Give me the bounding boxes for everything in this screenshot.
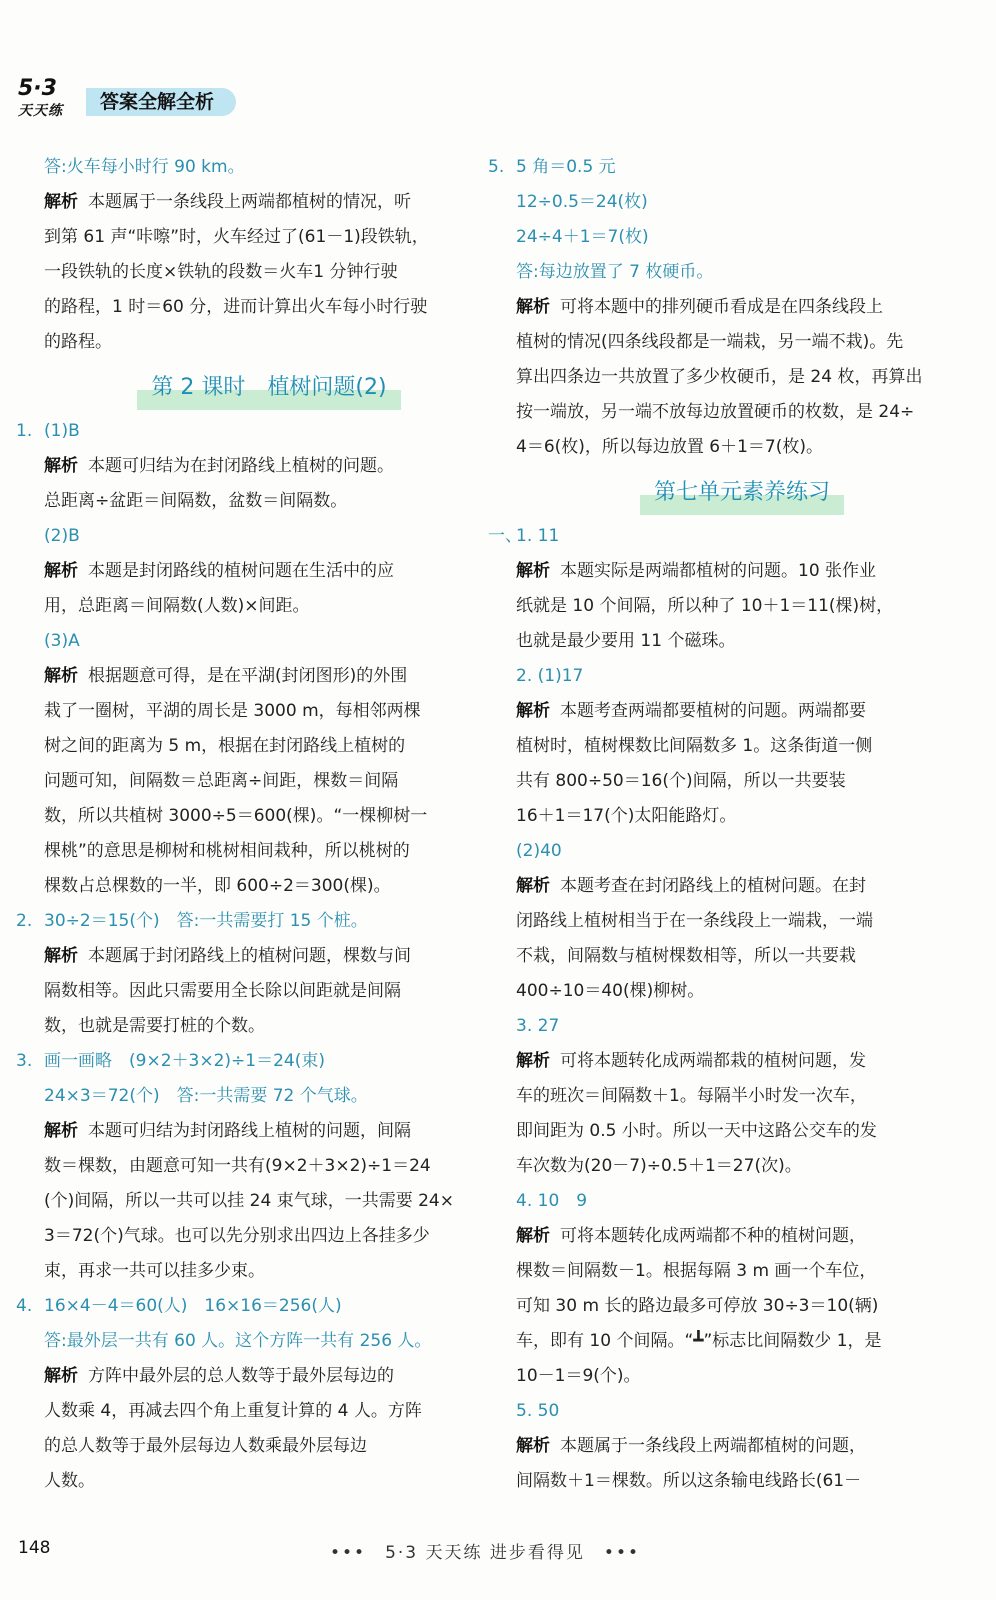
answer-text: (2)B — [44, 526, 80, 546]
text-line — [44, 869, 494, 904]
analysis-text: 数，也就是需要打桩的个数。 — [44, 1016, 265, 1036]
analysis-text: 即间距为 0.5 小时。所以一天中这路公交车的发 — [516, 1121, 877, 1141]
text-line — [44, 1429, 494, 1464]
text-line — [516, 360, 968, 395]
analysis-text: 本题属于一条线段上两端都植树的情况，听 — [88, 192, 411, 212]
analysis-text: 束，再求一共可以挂多少束。 — [44, 1261, 265, 1281]
analysis-text: 本题属于封闭路线上的植树问题，棵数与间 — [88, 946, 411, 966]
section-heading — [44, 366, 494, 410]
text-line — [44, 1359, 494, 1394]
answer-text: 2. (1)17 — [516, 666, 584, 686]
analysis-tag: 解析 — [516, 297, 550, 317]
text-line — [516, 1079, 968, 1114]
analysis-tag: 解析 — [44, 561, 78, 581]
answer-text: 5 角＝0.5 元 — [516, 157, 616, 177]
text-line — [44, 1324, 494, 1359]
analysis-text: 闭路线上植树相当于在一条线段上一端栽，一端 — [516, 911, 873, 931]
text-line — [516, 1289, 968, 1324]
text-line — [516, 430, 968, 465]
analysis-text: 的路程，1 时＝60 分，进而计算出火车每小时行驶 — [44, 297, 428, 317]
analysis-text: 隔数相等。因此只需要用全长除以间距就是间隔 — [44, 981, 401, 1001]
header-title: 答案全解全析 — [86, 88, 236, 116]
answer-text: 24÷4＋1＝7(枚) — [516, 227, 649, 247]
analysis-text: (个)间隔，所以一共可以挂 24 束气球，一共需要 24× — [44, 1191, 454, 1211]
text-line — [488, 150, 968, 185]
answer-text: 5. 50 — [516, 1401, 560, 1421]
analysis-text: 本题可归结为在封闭路线上植树的问题。 — [88, 456, 394, 476]
text-line — [516, 255, 968, 290]
analysis-tag: 解析 — [44, 456, 78, 476]
analysis-text: 植树的情况(四条线段都是一端栽，另一端不栽)。先 — [516, 332, 904, 352]
question-number: 3. — [16, 1051, 33, 1071]
page-number: 148 — [18, 1538, 51, 1558]
analysis-text: 也就是最少要用 11 个磁珠。 — [516, 631, 736, 651]
analysis-text: 栽了一圈树，平湖的周长是 3000 m，每相邻两棵 — [44, 701, 421, 721]
text-line — [44, 220, 494, 255]
analysis-tag: 解析 — [44, 666, 78, 686]
answer-text: 3. 27 — [516, 1016, 560, 1036]
section-heading-text: 第七单元素养练习 — [640, 471, 844, 515]
analysis-tag: 解析 — [44, 946, 78, 966]
text-line — [516, 1044, 968, 1079]
answer-text: 画一画略 (9×2＋3×2)÷1＝24(束) — [44, 1051, 325, 1071]
question-number: 2. — [16, 911, 33, 931]
answer-text: 30÷2＝15(个) 答:一共需要打 15 个桩。 — [44, 911, 368, 931]
text-line — [16, 904, 494, 939]
analysis-text: 的总人数等于最外层每边人数乘最外层每边 — [44, 1436, 367, 1456]
text-line — [44, 939, 494, 974]
section-heading-text: 第 2 课时 植树问题(2) — [137, 366, 400, 410]
analysis-tag: 解析 — [516, 876, 550, 896]
analysis-text: 400÷10＝40(棵)柳树。 — [516, 981, 705, 1001]
analysis-text: 16＋1＝17(个)太阳能路灯。 — [516, 806, 737, 826]
analysis-text: 可知 30 m 长的路边最多可停放 30÷3＝10(辆) — [516, 1296, 879, 1316]
answer-text: (1)B — [44, 421, 80, 441]
analysis-text: 车，即有 10 个间隔。“┻”标志比间隔数少 1，是 — [516, 1331, 882, 1351]
text-line — [16, 414, 494, 449]
analysis-text: 人数。 — [44, 1471, 95, 1491]
text-line — [516, 589, 968, 624]
text-line — [516, 904, 968, 939]
text-line — [516, 1359, 968, 1394]
text-line — [44, 1184, 494, 1219]
text-line — [44, 185, 494, 220]
text-line — [44, 255, 494, 290]
text-line — [516, 694, 968, 729]
text-line — [44, 290, 494, 325]
question-number: 4. — [16, 1296, 33, 1316]
analysis-text: 树之间的距离为 5 m，根据在封闭路线上植树的 — [44, 736, 406, 756]
logo-subtext: 天天练 — [18, 103, 63, 119]
text-line — [16, 1044, 494, 1079]
analysis-text: 的路程。 — [44, 332, 112, 352]
analysis-tag: 解析 — [516, 1436, 550, 1456]
analysis-text: 10－1＝9(个)。 — [516, 1366, 641, 1386]
text-line — [516, 290, 968, 325]
text-line — [516, 1219, 968, 1254]
text-line — [44, 799, 494, 834]
analysis-tag: 解析 — [516, 561, 550, 581]
analysis-text: 本题考查在封闭路线上的植树问题。在封 — [560, 876, 866, 896]
analysis-text: 纸就是 10 个间隔，所以种了 10＋1＝11(棵)树， — [516, 596, 894, 616]
analysis-text: 到第 61 声“咔嚓”时，火车经过了(61－1)段铁轨， — [44, 227, 429, 247]
text-line — [44, 694, 494, 729]
text-line — [516, 185, 968, 220]
analysis-text: 数＝棵数，由题意可知一共有(9×2＋3×2)÷1＝24 — [44, 1156, 431, 1176]
text-line — [516, 624, 968, 659]
text-line — [516, 799, 968, 834]
text-line — [516, 729, 968, 764]
analysis-text: 棵桃”的意思是柳树和桃树相间栽种，所以桃树的 — [44, 841, 410, 861]
text-line — [44, 834, 494, 869]
answer-text: 16×4－4＝60(人) 16×16＝256(人) — [44, 1296, 342, 1316]
analysis-text: 本题实际是两端都植树的问题。10 张作业 — [560, 561, 877, 581]
analysis-text: 可将本题转化成两端都栽的植树问题，发 — [560, 1051, 866, 1071]
footer-slogan: ••• 5·3 天天练 进步看得见 ••• — [330, 1543, 641, 1563]
text-line — [516, 1324, 968, 1359]
text-line — [44, 484, 494, 519]
page-header — [18, 78, 278, 126]
text-line — [516, 1464, 968, 1499]
analysis-text: 3＝72(个)气球。也可以先分别求出四边上各挂多少 — [44, 1226, 430, 1246]
analysis-text: 根据题意可得，是在平湖(封闭图形)的外围 — [88, 666, 408, 686]
analysis-tag: 解析 — [44, 192, 78, 212]
analysis-text: 总距离÷盆距＝间隔数，盆数＝间隔数。 — [44, 491, 348, 511]
right-column — [488, 150, 968, 1499]
question-number: 5. — [488, 157, 505, 177]
text-line — [516, 1254, 968, 1289]
answer-text: 1. 11 — [516, 526, 560, 546]
text-line — [44, 554, 494, 589]
question-number: 1. — [16, 421, 33, 441]
analysis-tag: 解析 — [44, 1121, 78, 1141]
text-line — [516, 974, 968, 1009]
text-line — [44, 1079, 494, 1114]
text-line — [516, 1429, 968, 1464]
text-line — [44, 150, 494, 185]
text-line — [516, 834, 968, 869]
text-line — [516, 1184, 968, 1219]
text-line — [516, 939, 968, 974]
text-line — [44, 729, 494, 764]
answer-text: 答:火车每小时行 90 km。 — [44, 157, 245, 177]
text-line — [44, 974, 494, 1009]
answer-text: 4. 10 9 — [516, 1191, 588, 1211]
text-line — [44, 659, 494, 694]
text-line — [44, 624, 494, 659]
text-line — [44, 589, 494, 624]
text-line — [516, 764, 968, 799]
analysis-tag: 解析 — [516, 1051, 550, 1071]
text-line — [516, 325, 968, 360]
analysis-tag: 解析 — [516, 1226, 550, 1246]
answer-text: 答:最外层一共有 60 人。这个方阵一共有 256 人。 — [44, 1331, 432, 1351]
text-line — [488, 519, 968, 554]
text-line — [44, 1464, 494, 1499]
analysis-text: 植树时，植树棵数比间隔数多 1。这条街道一侧 — [516, 736, 873, 756]
analysis-text: 问题可知，间隔数＝总距离÷间距，棵数＝间隔 — [44, 771, 399, 791]
text-line — [44, 1149, 494, 1184]
text-line — [44, 1394, 494, 1429]
text-line — [44, 1219, 494, 1254]
text-line — [44, 764, 494, 799]
text-line — [516, 659, 968, 694]
text-line — [44, 1114, 494, 1149]
analysis-text: 数，所以共植树 3000÷5＝600(棵)。“一棵柳树一 — [44, 806, 428, 826]
analysis-text: 算出四条边一共放置了多少枚硬币，是 24 枚，再算出 — [516, 367, 923, 387]
left-column — [16, 150, 494, 1499]
text-line — [44, 519, 494, 554]
brand-logo — [18, 78, 80, 126]
text-line — [44, 449, 494, 484]
answer-text: 答:每边放置了 7 枚硬币。 — [516, 262, 714, 282]
analysis-text: 方阵中最外层的总人数等于最外层每边的 — [88, 1366, 394, 1386]
text-line — [516, 1149, 968, 1184]
text-line — [16, 1289, 494, 1324]
analysis-text: 车的班次＝间隔数＋1。每隔半小时发一次车， — [516, 1086, 867, 1106]
analysis-text: 不栽，间隔数与植树棵数相等，所以一共要栽 — [516, 946, 856, 966]
analysis-text: 间隔数＋1＝棵数。所以这条输电线路长(61－ — [516, 1471, 862, 1491]
analysis-text: 本题考查两端都要植树的问题。两端都要 — [560, 701, 866, 721]
answer-text: 24×3＝72(个) 答:一共需要 72 个气球。 — [44, 1086, 368, 1106]
question-number: 一、 — [488, 526, 522, 546]
analysis-text: 本题是封闭路线的植树问题在生活中的应 — [88, 561, 394, 581]
analysis-text: 4＝6(枚)，所以每边放置 6＋1＝7(枚)。 — [516, 437, 824, 457]
analysis-tag: 解析 — [44, 1366, 78, 1386]
answer-text: (3)A — [44, 631, 80, 651]
logo-text: 5·3 — [18, 76, 57, 101]
analysis-text: 本题属于一条线段上两端都植树的问题， — [560, 1436, 866, 1456]
answer-text: 12÷0.5＝24(枚) — [516, 192, 648, 212]
text-line — [44, 325, 494, 360]
analysis-text: 共有 800÷50＝16(个)间隔，所以一共要装 — [516, 771, 846, 791]
text-line — [516, 554, 968, 589]
text-line — [44, 1254, 494, 1289]
text-line — [516, 220, 968, 255]
text-line — [516, 869, 968, 904]
analysis-text: 一段铁轨的长度×铁轨的段数＝火车1 分钟行驶 — [44, 262, 398, 282]
analysis-text: 可将本题中的排列硬币看成是在四条线段上 — [560, 297, 883, 317]
text-line — [516, 1009, 968, 1044]
answer-text: (2)40 — [516, 841, 562, 861]
analysis-text: 可将本题转化成两端都不种的植树问题， — [560, 1226, 866, 1246]
analysis-text: 棵数＝间隔数－1。根据每隔 3 m 画一个车位， — [516, 1261, 877, 1281]
analysis-text: 棵数占总棵数的一半，即 600÷2＝300(棵)。 — [44, 876, 391, 896]
page-footer — [0, 1528, 996, 1568]
text-line — [44, 1009, 494, 1044]
analysis-text: 用，总距离＝间隔数(人数)×间距。 — [44, 596, 310, 616]
section-heading — [516, 471, 968, 515]
analysis-text: 车次数为(20－7)÷0.5＋1＝27(次)。 — [516, 1156, 802, 1176]
analysis-text: 人数乘 4，再减去四个角上重复计算的 4 人。方阵 — [44, 1401, 422, 1421]
analysis-tag: 解析 — [516, 701, 550, 721]
analysis-text: 按一端放，另一端不放每边放置硬币的枚数，是 24÷ — [516, 402, 915, 422]
text-line — [516, 1394, 968, 1429]
analysis-text: 本题可归结为封闭路线上植树的问题，间隔 — [88, 1121, 411, 1141]
text-line — [516, 395, 968, 430]
text-line — [516, 1114, 968, 1149]
